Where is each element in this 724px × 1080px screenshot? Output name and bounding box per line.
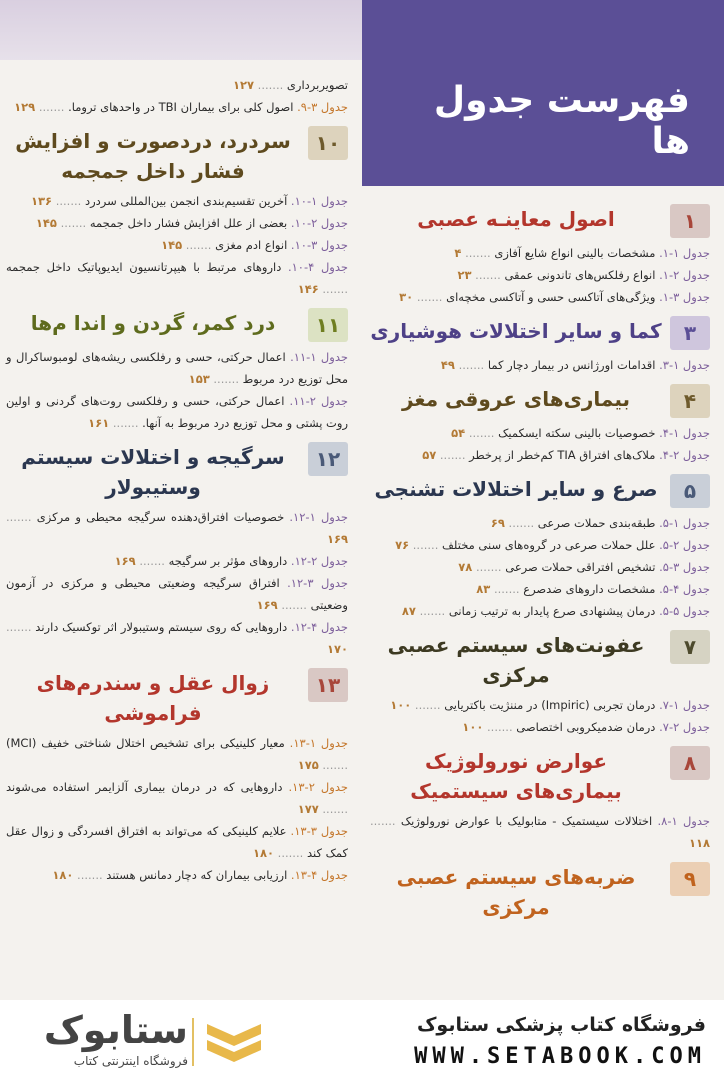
toc-entry <box>370 556 710 578</box>
leader-dots: ....... <box>135 554 169 568</box>
page-number: ۱۲۹ <box>14 100 36 114</box>
chapter-number: ۷ <box>670 630 710 664</box>
leader-dots: ....... <box>318 802 348 816</box>
leader-dots: ....... <box>274 846 307 860</box>
table-title: اعمال حرکتی، حسی و رفلکسی ریشه‌های لومبوساکرال و محل توزیع درد مربوط <box>6 350 348 386</box>
toc-entry <box>6 74 348 96</box>
page-number: ۵۷ <box>422 448 437 462</box>
toc-entry <box>370 512 710 534</box>
table-title: داروهای مؤثر بر سرگیجه <box>168 554 288 568</box>
page-number: ۷۸ <box>458 560 473 574</box>
shop-name: فروشگاه کتاب پزشکی ستابوک <box>416 1014 706 1036</box>
page-number: ۱۶۹ <box>256 598 278 612</box>
chapter-title: عفونت‌های سیستم عصبی مرکزی <box>387 633 645 687</box>
leader-dots: ....... <box>471 268 505 282</box>
page-number: ۸۳ <box>476 582 491 596</box>
page-number: ۱۶۹ <box>114 554 136 568</box>
table-number: جدول ۱-۱. <box>659 246 710 260</box>
page-number: ۱۴۶ <box>297 282 319 296</box>
leader-dots: ....... <box>73 868 107 882</box>
toc-entry <box>370 264 710 286</box>
toc-entry <box>6 190 348 212</box>
page-number: ۱۲۷ <box>232 78 255 92</box>
table-title: اعمال حرکتی، حسی و رفلکسی روت‌های گردنی و اولین روت پشتی و محل توزیع درد مربوط به آنها. <box>6 394 348 430</box>
table-number: جدول ۲-۱۱. <box>289 394 349 408</box>
leader-dots: ....... <box>52 194 85 208</box>
chapter-title: صرع و سایر اختلالات تشنجی <box>374 477 658 501</box>
table-number: جدول ۲-۱. <box>659 268 710 282</box>
table-title: درمان ضدمیکروبی اختصاصی <box>516 720 656 734</box>
chapter-number: ۱۱ <box>308 308 348 342</box>
leader-dots: ....... <box>454 358 488 372</box>
toc-entry <box>6 820 348 864</box>
chapter-heading <box>6 442 348 502</box>
page-number: ۱۶۹ <box>326 532 348 546</box>
page-number: ۱۰۰ <box>390 698 412 712</box>
table-title: افتراق سرگیجه وضعیتی محیطی و مرکزی در آزمون وضعیتی <box>6 576 348 612</box>
table-title: مشخصات بالینی انواع شایع آفازی <box>494 246 656 260</box>
leader-dots: ....... <box>56 216 90 230</box>
table-title: آخرین تقسیم‌بندی انجمن بین‌المللی سردرد <box>84 194 288 208</box>
leader-dots: ....... <box>483 720 517 734</box>
table-title: خصوصیات افتراق‌دهنده سرگیجه محیطی و مرکزی <box>36 510 285 524</box>
leader-dots: ....... <box>472 560 506 574</box>
leader-dots: ....... <box>6 510 37 524</box>
page-number: ۱۷۵ <box>297 758 319 772</box>
toc-entry <box>370 810 710 854</box>
chapter-heading <box>370 316 710 350</box>
chapter-title: سردرد، دردصورت و افزایش فشار داخل جمجمه <box>15 129 291 183</box>
toc-entry <box>6 776 348 820</box>
table-number: جدول ۲-۴. <box>659 448 710 462</box>
chapter-title: کما و سایر اختلالات هوشیاری <box>370 319 662 343</box>
toc-entry <box>6 732 348 776</box>
page-title: فهرست جدول ها <box>433 80 690 162</box>
page-number: ۱۷۷ <box>297 802 319 816</box>
chapter-title: سرگیجه و اختلالات سیستم وستیبولار <box>21 445 285 499</box>
logo-wordmark: ستابوک <box>43 1008 188 1052</box>
leader-dots: ....... <box>413 290 447 304</box>
table-number: جدول ۲-۵. <box>659 538 710 552</box>
top-band <box>0 0 362 60</box>
chapter-title: ضربه‌های سیستم عصبی مرکزی <box>396 865 636 919</box>
chapter-number: ۵ <box>670 474 710 508</box>
toc-entry <box>370 286 710 308</box>
table-title: علایم کلینیکی که می‌تواند به افتراق افسردگی و زوال عقل کمک کند <box>6 824 348 860</box>
chapter-title: زوال عقل و سندرم‌های فراموشی <box>36 671 270 725</box>
table-number: جدول ۵-۵. <box>659 604 710 618</box>
page-number: ۸۷ <box>401 604 416 618</box>
toc-entry <box>6 390 348 434</box>
leader-dots: ....... <box>370 814 401 828</box>
leader-dots: ....... <box>411 698 445 712</box>
toc-entry <box>370 534 710 556</box>
table-title: اقدامات اورژانس در بیمار دچار کما <box>487 358 656 372</box>
table-number: جدول ۱-۷. <box>659 698 710 712</box>
table-number: جدول ۱-۱۳. <box>289 736 348 750</box>
toc-entry <box>370 242 710 264</box>
page-number: ۶۹ <box>490 516 505 530</box>
leader-dots: ....... <box>490 582 524 596</box>
table-number: جدول ۱-۱۲. <box>289 510 349 524</box>
leader-dots: ....... <box>504 516 538 530</box>
header-box <box>362 0 724 186</box>
table-title: انواع ادم مغزی <box>215 238 288 252</box>
chapter-title: عوارض نورولوژیک بیماری‌های سیستمیک <box>410 749 622 803</box>
leader-dots: ....... <box>409 538 443 552</box>
table-number: جدول ۲-۱۳. <box>288 780 348 794</box>
leader-dots: ....... <box>35 100 69 114</box>
chapter-heading <box>370 384 710 418</box>
page-number: ۳۰ <box>399 290 414 304</box>
table-number: جدول ۴-۱۰. <box>287 260 348 274</box>
table-title: داروهای مرتبط با هیپرتانسیون ایدیوپاتیک داخل جمجمه <box>6 260 282 274</box>
chapter-title: بیماری‌های عروقی مغز <box>401 387 631 411</box>
toc-entry <box>6 212 348 234</box>
page-number: ۷۶ <box>395 538 410 552</box>
page-number: ۴ <box>454 246 462 260</box>
chapter-number: ۳ <box>670 316 710 350</box>
page-number: ۱۷۰ <box>326 642 348 656</box>
page-number: ۱۱۸ <box>688 836 710 850</box>
table-number: جدول ۴-۱۳. <box>290 868 348 882</box>
table-title: اصول کلی برای بیماران TBI در واحدهای تروما. <box>68 100 294 114</box>
toc-entry <box>6 572 348 616</box>
table-title: تصویربرداری <box>286 78 348 92</box>
table-number: جدول ۴-۱۲. <box>290 620 349 634</box>
chapter-heading <box>6 308 348 342</box>
table-number: جدول ۱-۴. <box>659 426 710 440</box>
page-number: ۴۹ <box>440 358 455 372</box>
page-number: ۱۶۱ <box>88 416 110 430</box>
logo-subtitle: فروشگاه اینترنتی کتاب <box>73 1054 188 1068</box>
page-number: ۵۴ <box>451 426 466 440</box>
leader-dots: ....... <box>109 416 143 430</box>
leader-dots: ....... <box>254 78 287 92</box>
chapter-title: درد کمر، گردن و اندا م‌ها <box>30 311 276 335</box>
chevron-logo-icon <box>205 1018 263 1066</box>
chapter-heading <box>370 862 710 922</box>
toc-entry <box>370 578 710 600</box>
toc-entry <box>370 444 710 466</box>
toc-entry <box>6 864 348 886</box>
page-number: ۱۰۰ <box>462 720 484 734</box>
table-title: مشخصات داروهای ضدصرع <box>523 582 656 596</box>
table-number: جدول ۴-۵. <box>659 582 710 596</box>
table-number: جدول ۳-۱۲. <box>287 576 349 590</box>
table-title: درمان پیشنهادی صرع پایدار به ترتیب زمانی <box>448 604 656 618</box>
table-title: داروهایی که در درمان بیماری آلزایمر استفاده می‌شوند <box>6 780 283 794</box>
page-number: ۲۳ <box>457 268 472 282</box>
leader-dots: ....... <box>461 246 495 260</box>
table-title: طبقه‌بندی حملات صرعی <box>537 516 656 530</box>
chapter-number: ۱۳ <box>308 668 348 702</box>
leader-dots: ....... <box>436 448 470 462</box>
chapter-title: اصول معاینـه عصبی <box>417 207 615 231</box>
table-number: جدول ۲-۷. <box>659 720 710 734</box>
table-title: اختلالات سیستمیک - متابولیک با عوارض نورولوژیک <box>400 814 653 828</box>
page-number: ۱۴۵ <box>161 238 183 252</box>
leader-dots: ....... <box>415 604 449 618</box>
page-number: ۱۸۰ <box>52 868 74 882</box>
chapter-number: ۹ <box>670 862 710 896</box>
table-title: درمان تجربی (Impiric) در مننژیت باکتریایی <box>444 698 656 712</box>
table-number: جدول ۱-۸. <box>657 814 710 828</box>
right-column <box>370 196 710 926</box>
leader-dots: ....... <box>209 372 243 386</box>
table-title: انواع رفلکس‌های تاندونی عمقی <box>504 268 656 282</box>
chapter-heading <box>370 474 710 508</box>
table-number: جدول ۱-۱۰. <box>290 194 348 208</box>
table-number: جدول ۳-۵. <box>659 560 710 574</box>
table-number: جدول ۱-۳. <box>659 358 710 372</box>
table-number: جدول ۳-۹. <box>297 100 348 114</box>
toc-entry <box>6 616 348 660</box>
page-number: ۱۳۶ <box>30 194 53 208</box>
toc-entry <box>6 234 348 256</box>
leader-dots: ....... <box>277 598 311 612</box>
toc-entry <box>6 346 348 390</box>
page-number: ۱۴۵ <box>35 216 57 230</box>
chapter-number: ۴ <box>670 384 710 418</box>
chapter-number: ۱۲ <box>308 442 348 476</box>
leader-dots: ....... <box>6 620 36 634</box>
page-number: ۱۵۳ <box>188 372 210 386</box>
chapter-number: ۱ <box>670 204 710 238</box>
toc-entry <box>370 716 710 738</box>
table-number: جدول ۲-۱۲. <box>290 554 348 568</box>
table-number: جدول ۲-۱۰. <box>290 216 348 230</box>
logo-divider <box>192 1018 194 1066</box>
table-number: جدول ۱-۵. <box>659 516 710 530</box>
chapter-heading <box>370 204 710 238</box>
table-number: جدول ۳-۱۰. <box>290 238 348 252</box>
chapter-heading <box>370 746 710 806</box>
toc-entry <box>6 96 348 118</box>
table-title: بعضی از علل افزایش فشار داخل جمجمه <box>89 216 288 230</box>
leader-dots: ....... <box>318 758 348 772</box>
table-title: معیار کلینیکی برای تشخیص اختلال شناختی خفیف (MCI) <box>6 736 285 750</box>
table-title: داروهایی که روی سیستم وستیبولار اثر توکسیک دارند <box>35 620 288 634</box>
chapter-number: ۱۰ <box>308 126 348 160</box>
toc-entry <box>370 422 710 444</box>
toc-entry <box>370 354 710 376</box>
leader-dots: ....... <box>182 238 216 252</box>
chapter-heading <box>6 126 348 186</box>
chapter-heading <box>370 630 710 690</box>
footer-banner <box>0 1000 724 1080</box>
toc-entry <box>6 550 348 572</box>
toc-entry <box>370 600 710 622</box>
table-title: علل حملات صرعی در گروه‌های سنی مختلف <box>442 538 656 552</box>
table-title: ملاک‌های افتراق TIA کم‌خطر از پرخطر <box>469 448 656 462</box>
table-title: خصوصیات بالینی سکته ایسکمیک <box>498 426 656 440</box>
table-title: تشخیص افتراقی حملات صرعی <box>505 560 656 574</box>
leader-dots: ....... <box>318 282 348 296</box>
table-number: جدول ۱-۱۱. <box>290 350 348 364</box>
left-column <box>6 74 348 886</box>
page-number: ۱۸۰ <box>252 846 275 860</box>
table-title: ارزیابی بیماران که دچار دمانس هستند <box>106 868 288 882</box>
chapter-number: ۸ <box>670 746 710 780</box>
table-number: جدول ۳-۱. <box>659 290 710 304</box>
shop-url[interactable]: WWW.SETABOOK.COM <box>414 1044 706 1069</box>
table-number: جدول ۳-۱۳. <box>290 824 348 838</box>
toc-entry <box>6 256 348 300</box>
toc-entry <box>6 506 348 550</box>
toc-entry <box>370 694 710 716</box>
chapter-heading <box>6 668 348 728</box>
leader-dots: ....... <box>465 426 499 440</box>
table-title: ویژگی‌های آتاکسی حسی و آتاکسی مخچه‌ای <box>446 290 656 304</box>
